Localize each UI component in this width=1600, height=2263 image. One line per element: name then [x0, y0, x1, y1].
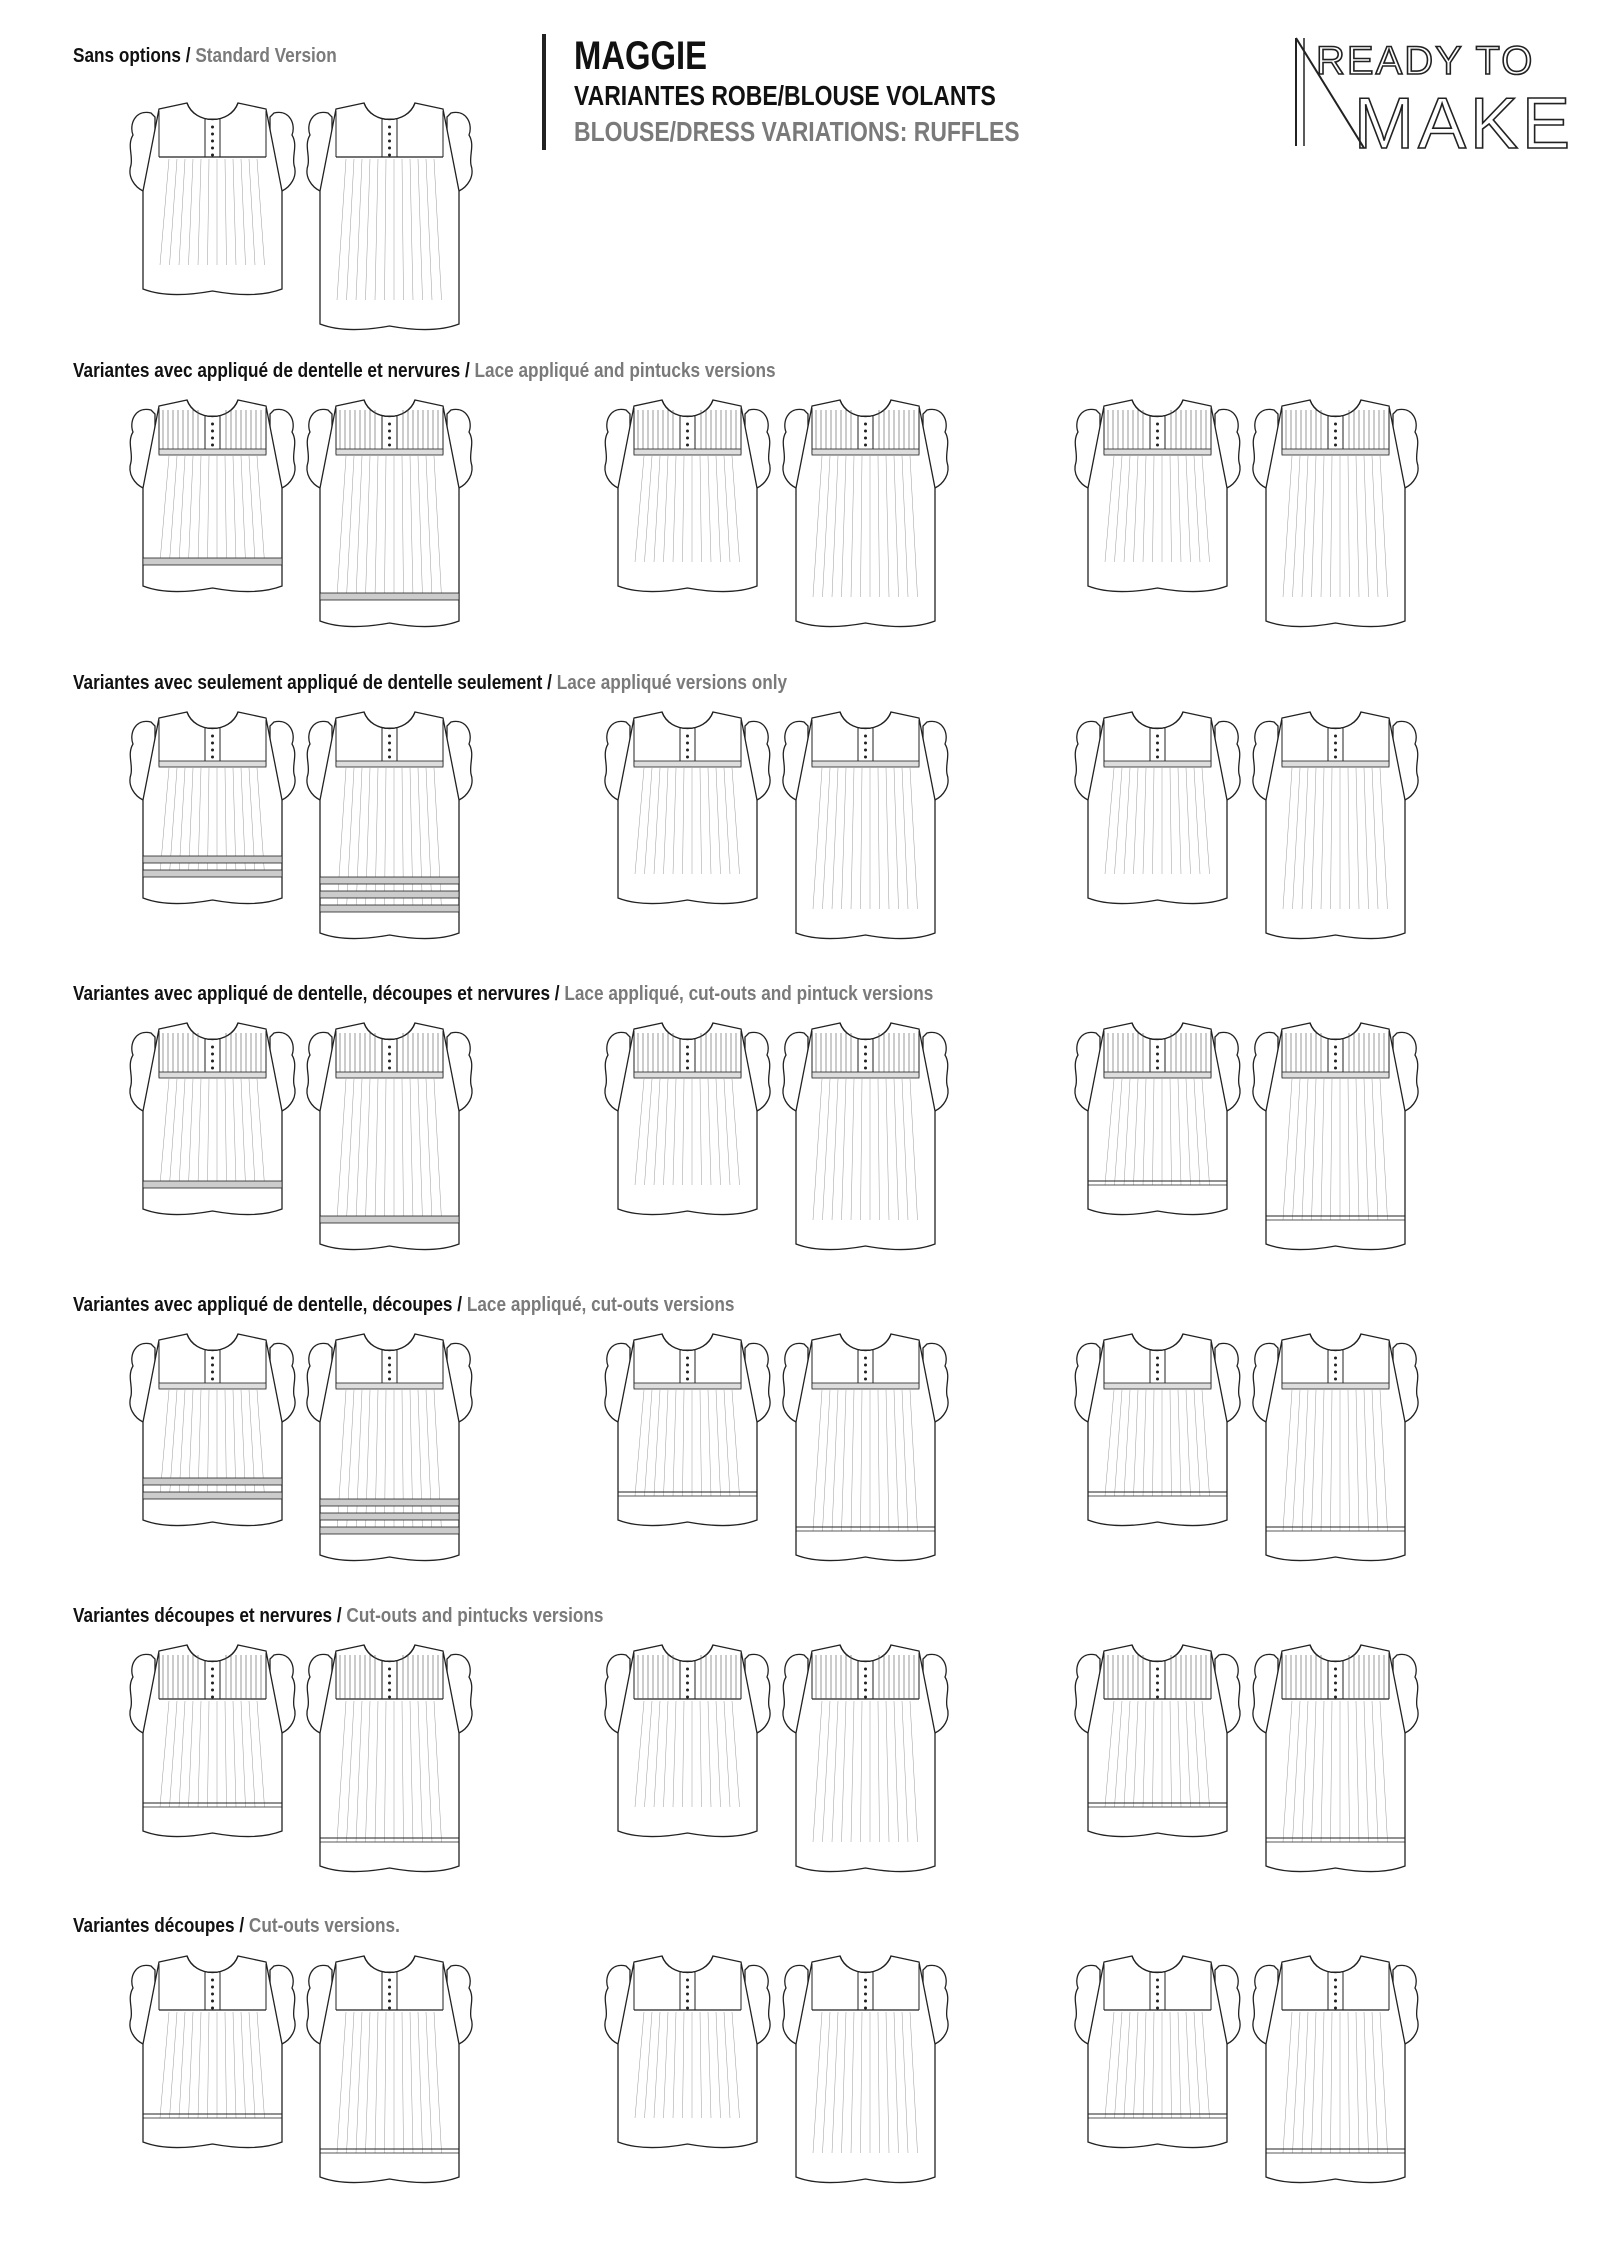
section-label-standard: Sans options / Standard Version [73, 45, 337, 67]
dress-illustration [1248, 1948, 1423, 2193]
dress-illustration [1248, 392, 1423, 637]
dress-illustration [778, 1326, 953, 1571]
dress-illustration [302, 1326, 477, 1571]
dress-illustration [778, 704, 953, 949]
logo-line1: READY TO [1316, 39, 1535, 83]
dress-illustration [1248, 1015, 1423, 1260]
blouse-illustration [600, 1637, 775, 1847]
dress-illustration [1248, 1326, 1423, 1571]
dress-illustration [302, 1948, 477, 2193]
page-title: MAGGIE [574, 34, 708, 78]
blouse-illustration [600, 1015, 775, 1225]
section-label-cutouts: Variantes découpes / Cut-outs versions. [73, 1915, 400, 1937]
dress-illustration [778, 1948, 953, 2193]
blouse-illustration [1070, 1948, 1245, 2158]
blouse-illustration [125, 704, 300, 914]
blouse-illustration [600, 1948, 775, 2158]
dress-illustration [302, 1015, 477, 1260]
blouse-illustration [1070, 704, 1245, 914]
blouse-illustration [125, 1326, 300, 1536]
section-label-lace-pintucks: Variantes avec appliqué de dentelle et nervures / Lace appliqué and pintucks versions [73, 360, 776, 382]
dress-illustration [778, 392, 953, 637]
blouse-illustration [1070, 1326, 1245, 1536]
logo-line2: MAKE [1354, 84, 1575, 156]
section-label-lace-cutouts: Variantes avec appliqué de dentelle, découpes / Lace appliqué, cut-outs versions [73, 1294, 735, 1316]
blouse-illustration [1070, 1637, 1245, 1847]
section-label-lace-cutouts-pintucks: Variantes avec appliqué de dentelle, découpes et nervures / Lace appliqué, cut-outs and pintuck versions [73, 983, 934, 1005]
section-label-cutouts-pintucks: Variantes découpes et nervures / Cut-outs and pintucks versions [73, 1605, 604, 1627]
page-subtitle-fr: VARIANTES ROBE/BLOUSE VOLANTS [574, 80, 996, 111]
section-label-lace-only: Variantes avec seulement appliqué de dentelle seulement / Lace appliqué versions only [73, 672, 788, 694]
blouse-illustration [125, 1015, 300, 1225]
dress-illustration [778, 1015, 953, 1260]
blouse-illustration [1070, 1015, 1245, 1225]
ready-to-make-logo [1294, 36, 1578, 156]
dress-illustration [302, 704, 477, 949]
dress-illustration [302, 95, 477, 340]
blouse-illustration [600, 704, 775, 914]
page-subtitle-en: BLOUSE/DRESS VARIATIONS: RUFFLES [574, 116, 1020, 147]
blouse-illustration [125, 95, 300, 305]
blouse-illustration [125, 392, 300, 602]
dress-illustration [778, 1637, 953, 1882]
blouse-illustration [600, 1326, 775, 1536]
title-block [542, 34, 1117, 150]
blouse-illustration [125, 1948, 300, 2158]
dress-illustration [1248, 704, 1423, 949]
dress-illustration [302, 1637, 477, 1882]
blouse-illustration [600, 392, 775, 602]
dress-illustration [1248, 1637, 1423, 1882]
blouse-illustration [125, 1637, 300, 1847]
blouse-illustration [1070, 392, 1245, 602]
dress-illustration [302, 392, 477, 637]
